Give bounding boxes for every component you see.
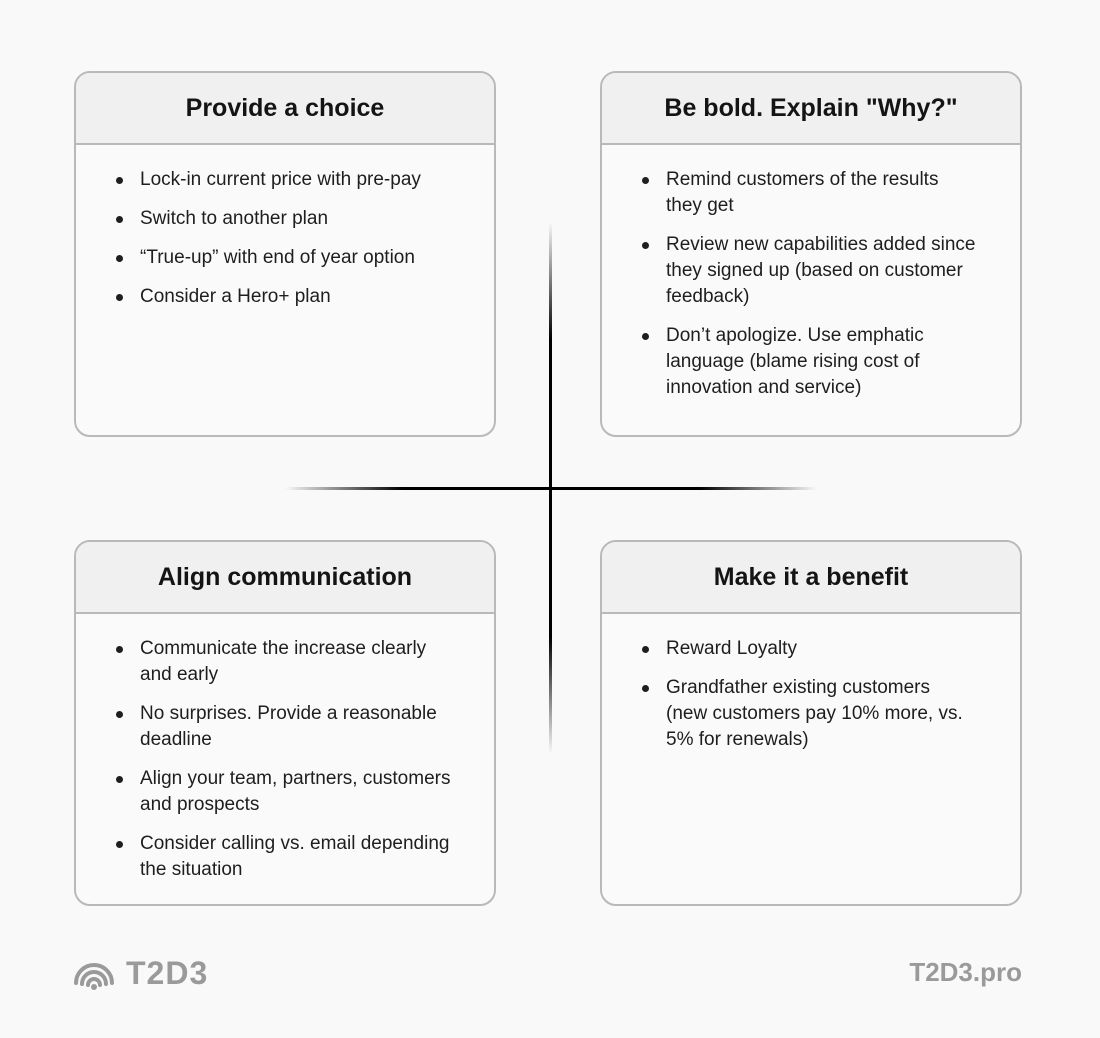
list-item-text: No surprises. Provide a reasonable deadline: [140, 703, 437, 750]
list-item-text: Switch to another plan: [140, 208, 329, 229]
quadrant-title: Provide a choice: [76, 73, 494, 145]
list-item-text: Grandfather existing customers (new customers pay 10% more, vs. 5% for renewals): [666, 677, 963, 750]
site-url: T2D3.pro: [909, 957, 1022, 987]
bullet-icon: [116, 646, 123, 653]
list-item-text: “True-up” with end of year option: [140, 247, 415, 268]
list-item: [116, 206, 466, 232]
list-item: [642, 323, 996, 401]
list-item: [116, 245, 466, 271]
bullet-icon: [116, 841, 123, 848]
wifi-signal-icon: [74, 953, 114, 993]
bullet-icon: [116, 711, 123, 718]
bullet-icon: [642, 646, 649, 653]
brand-logo: [74, 953, 208, 993]
list-item-text: Reward Loyalty: [666, 638, 797, 659]
logo-text: T2D3: [126, 954, 209, 991]
list-item: [116, 167, 466, 193]
quadrant-title: Align communication: [76, 542, 494, 614]
list-item: [642, 167, 966, 219]
list-item-text: Lock-in current price with pre-pay: [140, 169, 421, 190]
quadrant-be-bold: [600, 71, 1022, 437]
quadrant-provide-a-choice: [74, 71, 496, 437]
quadrant-align-communication: [74, 540, 496, 906]
bullet-icon: [642, 333, 649, 340]
bullet-icon: [642, 685, 649, 692]
bullet-list: [116, 636, 466, 883]
bullet-icon: [116, 216, 123, 223]
list-item-text: Consider calling vs. email depending the situation: [140, 833, 450, 880]
list-item: [116, 284, 466, 310]
list-item-text: Align your team, partners, customers and prospects: [140, 768, 451, 815]
bullet-icon: [116, 776, 123, 783]
list-item-text: Communicate the increase clearly and early: [140, 638, 427, 685]
list-item-text: Review new capabilities added since they signed up (based on customer feedback): [666, 234, 976, 307]
bullet-list: [116, 167, 466, 310]
quadrant-title: Make it a benefit: [602, 542, 1020, 614]
bullet-icon: [642, 177, 649, 184]
bullet-icon: [116, 294, 123, 301]
bullet-icon: [116, 255, 123, 262]
list-item: [116, 636, 440, 688]
list-item-text: Consider a Hero+ plan: [140, 286, 331, 307]
list-item: [642, 636, 992, 662]
list-item: [116, 766, 470, 818]
bullet-icon: [116, 177, 123, 184]
list-item-text: Remind customers of the results they get: [666, 169, 939, 216]
bullet-icon: [642, 242, 649, 249]
quadrant-make-it-a-benefit: [600, 540, 1022, 906]
bullet-list: [642, 636, 992, 753]
list-item: [116, 831, 470, 883]
list-item: [116, 701, 450, 753]
list-item-text: Don’t apologize. Use emphatic language (blame rising cost of innovation and service): [666, 325, 924, 398]
quadrant-title: Be bold. Explain "Why?": [602, 73, 1020, 145]
horizontal-axis: [285, 487, 817, 490]
list-item: [642, 675, 976, 753]
bullet-list: [642, 167, 996, 401]
list-item: [642, 232, 996, 310]
